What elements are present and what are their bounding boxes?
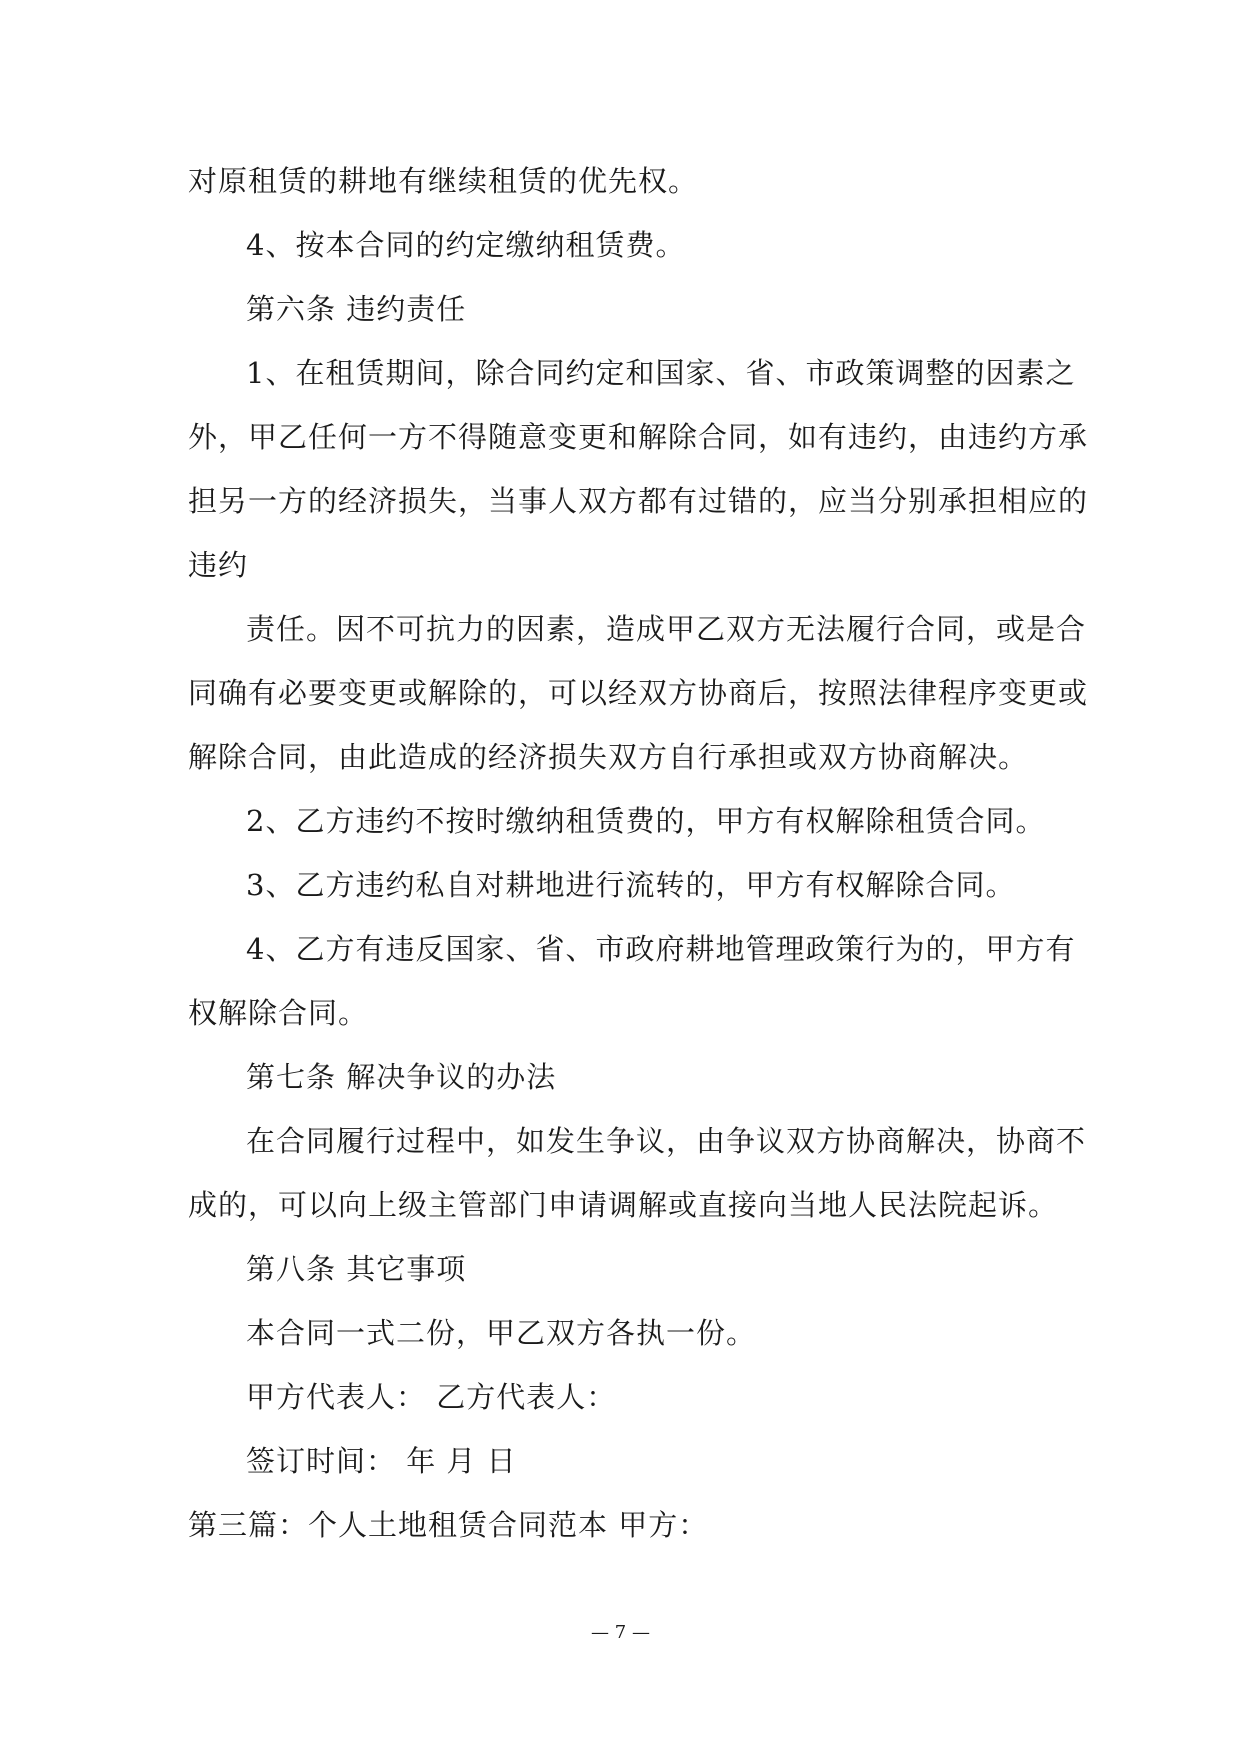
paragraph-line: 1、在租赁期间，除合同约定和国家、省、市政策调整的因素之: [246, 356, 1076, 390]
article-7-heading: 第七条 解决争议的办法: [246, 1060, 557, 1094]
clause-item-3: 3、乙方违约私自对耕地进行流转的，甲方有权解除合同。: [246, 868, 1016, 902]
clause-item-2: 2、乙方违约不按时缴纳租赁费的，甲方有权解除租赁合同。: [246, 804, 1046, 838]
paragraph-line: 同确有必要变更或解除的，可以经双方协商后，按照法律程序变更或: [188, 676, 1089, 710]
article-6-heading: 第六条 违约责任: [246, 292, 467, 326]
signature-representatives: 甲方代表人： 乙方代表人：: [246, 1380, 617, 1414]
page-number: — 7 —: [591, 1622, 650, 1643]
paragraph-line: 权解除合同。: [188, 996, 369, 1030]
paragraph-line: 责任。因不可抗力的因素，造成甲乙双方无法履行合同，或是合: [246, 612, 1087, 646]
signature-date: 签订时间： 年 月 日: [246, 1444, 517, 1478]
text-line-continuation: 对原租赁的耕地有继续租赁的优先权。: [188, 164, 699, 198]
paragraph-line: 外，甲乙任何一方不得随意变更和解除合同，如有违约，由违约方承: [188, 420, 1089, 454]
clause-item-4: 4、乙方有违反国家、省、市政府耕地管理政策行为的，甲方有: [246, 932, 1076, 966]
paragraph-line: 违约: [188, 548, 249, 582]
paragraph-line: 解除合同，由此造成的经济损失双方自行承担或双方协商解决。: [188, 740, 1029, 774]
paragraph-line: 本合同一式二份，甲乙双方各执一份。: [246, 1316, 757, 1350]
paragraph-line: 担另一方的经济损失，当事人双方都有过错的，应当分别承担相应的: [188, 484, 1089, 518]
article-8-heading: 第八条 其它事项: [246, 1252, 467, 1286]
paragraph-line: 成的，可以向上级主管部门申请调解或直接向当地人民法院起诉。: [188, 1188, 1059, 1222]
section-title-part-3: 第三篇：个人土地租赁合同范本 甲方：: [188, 1508, 709, 1542]
paragraph-line: 在合同履行过程中，如发生争议，由争议双方协商解决，协商不: [246, 1124, 1087, 1158]
clause-item-4: 4、按本合同的约定缴纳租赁费。: [246, 228, 686, 262]
